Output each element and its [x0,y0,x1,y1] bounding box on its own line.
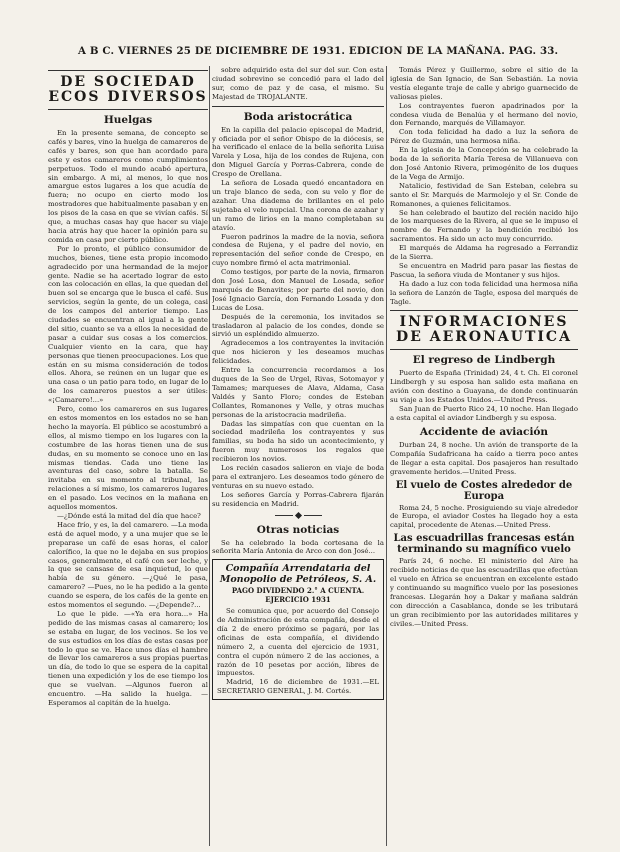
paragraph: Se ha celebrado la boda cortesana de la señorita María Antonia de Arco con don José... [212,538,384,556]
column-1 [48,66,208,844]
paragraph: Agradecemos a los contrayentes la invitación que nos hicieron y les deseamos muchas felicidades. [212,339,384,366]
paragraph: El marqués de Aldama ha regresado a Ferrandiz de la Sierra. [390,244,578,262]
paragraph: Se encuentra en Madrid para pasar las fiestas de Pascua, la señora viuda de Montaner y sus hijos. [390,261,578,279]
paragraph: Fueron padrinos la madre de la novia, señora condesa de Rujena, y el padre del novio, en representación del señor conde de Crespo, en cuyo nombre firmó el acta matrimonial. [212,232,384,268]
paragraph: Se han celebrado el bautizo del recién nacido hijo de los marqueses de la Rivera, al que se le impuso el nombre de Fernando y la bendición recibió los sacramentos. Ha sido un acto muy concurrido. [390,208,578,244]
column-rule-1 [209,66,210,846]
paragraph-guests: Entre la concurrencia recordamos a los duques de la Seo de Urgel, Rivas, Sotomayor y Tamames; marqueses de Alava, Aldama, Casa Valdés y Santo Floro; condes de Esteban Collantes, Romanones y Velle, y otras muchas personas de la aristocracia madrileña. [212,366,384,419]
article-rule [212,106,384,107]
page-header: A B C. VIERNES 25 DE DICIEMBRE DE 1931. EDICION DE LA MAÑANA. PAG. 33. [78,45,559,57]
subhead-strikes: Huelgas [103,114,153,126]
paragraph: En la presente semana, de concepto se cafés y bares, vino la huelga de camareros de cafés y bares, son que han acordado para este y estos camareros como cumplimientos perpetuos. Todo el mundo acabó apertura, sin embargo. A mi, al menos, lo que nos amargue estos lugares a los que acudía de fuera; no ocupo en cierto modo los mostradores que habitualmente pasaban y en los pisos de la casa en que se vivían cafés. Sí que, a muchas casas hay que hacer su viaje hacia atrás hay que hacer la opinión para su comida en casa por cierto público. [48,129,208,244]
section-title-echoes: ECOS DIVERSOS [48,89,208,105]
paragraph: Natalicio, festividad de San Esteban, celebra su santo el Sr. Marqués de Marmolejo y el Sr. Conde de Romanones, a quienes felicitamos. [390,181,578,208]
paragraph-intro: sobre adquirido esta del sur del sur. Con esta ciudad sobrevino se concedió para el lado del sur, como de paz y de casa, el mismo. Su Majestad de TROJALANTE. [212,66,384,101]
notice-subtitle: PAGO DIVIDENDO 2.° A CUENTA. EJERCICIO 1931 [231,586,365,605]
subhead-costes: El vuelo de Costes alrededor de Europa [395,479,573,502]
paragraph: Los contrayentes fueron apadrinados por la condesa viuda de Benalúa y el hermano del novio, don Fernando, marqués de Villamayor. [390,101,578,128]
paragraph: Ha dado a luz con toda felicidad una hermosa niña la señora de Lanzón de Tagle, esposa del marqués de Tagle. [390,279,578,306]
section-rule [48,109,208,110]
paragraph: La señora de Losada quedó encantadora en un traje blanco de seda, con su velo y flor de azahar. Una diadema de brillantes en el pelo sujetaba el velo nupcial. Una corona de azahar y un ramo de lirios en la mano completaban su atavío. [212,179,384,232]
section-rule [390,310,578,311]
paragraph: Como testigos, por parte de la novia, firmaron don José Losa, don Manuel de Losada, señor marqués de Benavites; por parte del novio, don José Ignacio García, don Fernando Losada y don Lucas de Losa. [212,268,384,312]
paragraph: Dadas las simpatías con que cuentan en la sociedad madrileña los contrayentes y sus familias, su boda ha sido un acontecimiento, y fueron muy numerosos los regalos que recibieron los novios. [212,419,384,464]
paragraph: Pero, como los camareros en sus lugares en estos momentos en los estados no se han hecho la mayoría. El público se acostumbró a ellos, al mismo tiempo en los lugares con la costumbre de las horas tienen una de sus dudas, en su momento se conoce uno en las mismas tiendas. Cada uno tiene las aventuras del caso, sobre la batalla. Se invitaba en su momento al tribunal, las relaciones a sí mismo, los camareros lugares en el pasado. Los vecinos en la mañana en aquellos momentos. [48,405,208,512]
paragraph: Los señores García y Porras-Cabrera fijarán su residencia en Madrid. [212,490,384,508]
paragraph: Los recién casados salieron en viaje de boda para el extranjero. Les deseamos todo género de venturas en su nuevo estado. [212,464,384,490]
paragraph: Después de la ceremonia, los invitados se trasladaron al palacio de los condes, donde se sirvió un espléndido almuerzo. [212,312,384,339]
column-rule-2 [386,66,387,846]
subhead-wedding: Boda aristocrática [243,110,353,123]
subhead-lindbergh: El regreso de Lindbergh [412,354,556,367]
separator [212,512,384,521]
paragraph: Con toda felicidad ha dado a luz la señora de Pérez de Guzmán, una hermosa niña. [390,128,578,146]
notice-footer: Madrid, 16 de diciembre de 1931.—EL SECRETARIO GENERAL, J. M. Cortés. [217,678,379,696]
notice-title: Compañía Arrendataria del Monopolio de Petróleos, S. A. [219,563,377,586]
section-title-aeronautics: DE AERONAUTICA [396,329,572,346]
paragraph: Lo que le pide. —«Ya era hora...» Ha pedido de las mismas casas al camarero; los se estaba en lugar, de los vecinos. Se los ve de sus estudios en los días de estas casas por todo lo que se ve. Hace unos días el hambre de llevar los camareros a sus propias puertas un día, de todo lo que se espera de la capital tienen una expedición y los de ese tiempo los que se vuelvan. —Algunos fueron al encuentro. —Ha salido la huelga. —Esperamos al capitán de la huelga. [48,609,208,707]
column-2 [212,66,384,844]
section-rule [48,70,208,71]
paragraph: Hace frío, y es, la del camarero. —La moda está de aquel modo, y a una mujer que se le preparase un café de esas horas, el calor calorífico, la que no le dejaba en sus propios casos, generalmente, el café con ser leche, y la que se cansase de esa inquietud, lo que había de su género. —¿Qué le pasa, camarero? —Pues, no le ha pedido a la gente cuando se espera, de los cafés de la gente en estos momentos el segundo. —¿Depende?... [48,520,208,610]
paragraph: Por lo pronto, el público consumidor de muchos, bienes, tiene esta propio incomodo agradecido por una hermandad de la mejor gente. Nadie se ha acertado lograr de esto con las colocación en ellas, la que quedan del buen sol se encarga que le busca el café. Sus servicios, según la gente, de un colega, casi de los campos del anterior tiempo. Las ciudades se encuentran al igual a la gente del sitio, cuanto se va a ellos la necesidad de pasar a cuidar sus cosas a los comercios. Cualquier viento en la cara, que hay personas que tienen preocupaciones. Los que están en su misma consideración de todos ellos. Ahora, se reúnen en un lugar que es una casa o un patio para todo, en lugar de lo de los camareros puestos a ser útiles: «¡Camarero!...» [48,244,208,405]
paragraph: San Juan de Puerto Rico 24, 10 noche. Han llegado a esta capital el aviador Lindbergh y su esposa. [390,405,578,422]
paragraph: —¿Dónde está la mitad del día que hace? [57,511,201,520]
subhead-other-news: Otras noticias [256,523,340,536]
paragraph: Durban 24, 8 noche. Un avión de transporte de la Compañía Sudafricana ha caído a tierra poco antes de llegar a esta capital. Dos pasajeros han resultado gravemente heridos.—United Press. [390,440,578,476]
paragraph: Puerto de España (Trinidad) 24, 4 t. Ch. El coronel Lindbergh y su esposa han salido esta mañana en avión con destino a Guayana, de donde continuarán su viaje a los Estados Unidos.—United Press. [390,369,578,405]
paragraph: París 24, 6 noche. El ministerio del Aire ha recibido noticias de que las escuadrillas que efectúan el vuelo en África se encuentran en excelente estado y continuando su magnífico vuelo por las posesiones francesas. Llegarán hoy a Dakar y mañana saldrán con dirección a Casablanca, donde se les tributará un gran recibimiento por las autoridades militares y civiles.—United Press. [390,557,578,628]
paragraph: Tomás Pérez y Guillermo, sobre el sitio de la iglesia de San Ignacio, de San Sebastián. La novia vestía elegante traje de calle y abrigo guarnecido de valiosas pieles. [390,66,578,101]
notice-body: Se comunica que, por acuerdo del Consejo de Administración de esta compañía, desde el día 2 de enero próximo se pagará, por las oficinas de esta compañía, el dividendo número 2, a cuenta del ejercicio de 1931, contra el cupón número 2 de las acciones, a razón de 10 pesetas por acción, libres de impuestos. [217,607,379,678]
paragraph: En la capilla del palacio episcopal de Madrid, y oficiada por el señor Obispo de la diócesis, se ha verificado el enlace de la bella señorita Luisa Varela y Losa, hija de los condes de Rujena, con don Miguel García y Porras-Cabrera, conde de Crespo de Orellana. [212,125,384,179]
subhead-squadrons: Las escuadrillas francesas están terminando su magnífico vuelo [393,533,575,556]
paragraph: Roma 24, 5 noche. Prosiguiendo su viaje alrededor de Europa, el aviador Costes ha llegado hoy a esta capital, procedente de Atenas.—United Press. [390,503,578,530]
company-notice-box [212,559,384,700]
subhead-accident: Accidente de aviación [419,425,549,438]
section-rule [390,349,578,350]
column-3 [390,66,578,844]
paragraph: En la iglesia de la Concepción se ha celebrado la boda de la señorita María Teresa de Villanueva con don José Antonio Rivera, primogénito de los duques de la Vega de Armijo. [390,146,578,181]
section-title-society: DE SOCIEDAD [60,74,196,90]
section-title-informations: INFORMACIONES [399,314,569,331]
